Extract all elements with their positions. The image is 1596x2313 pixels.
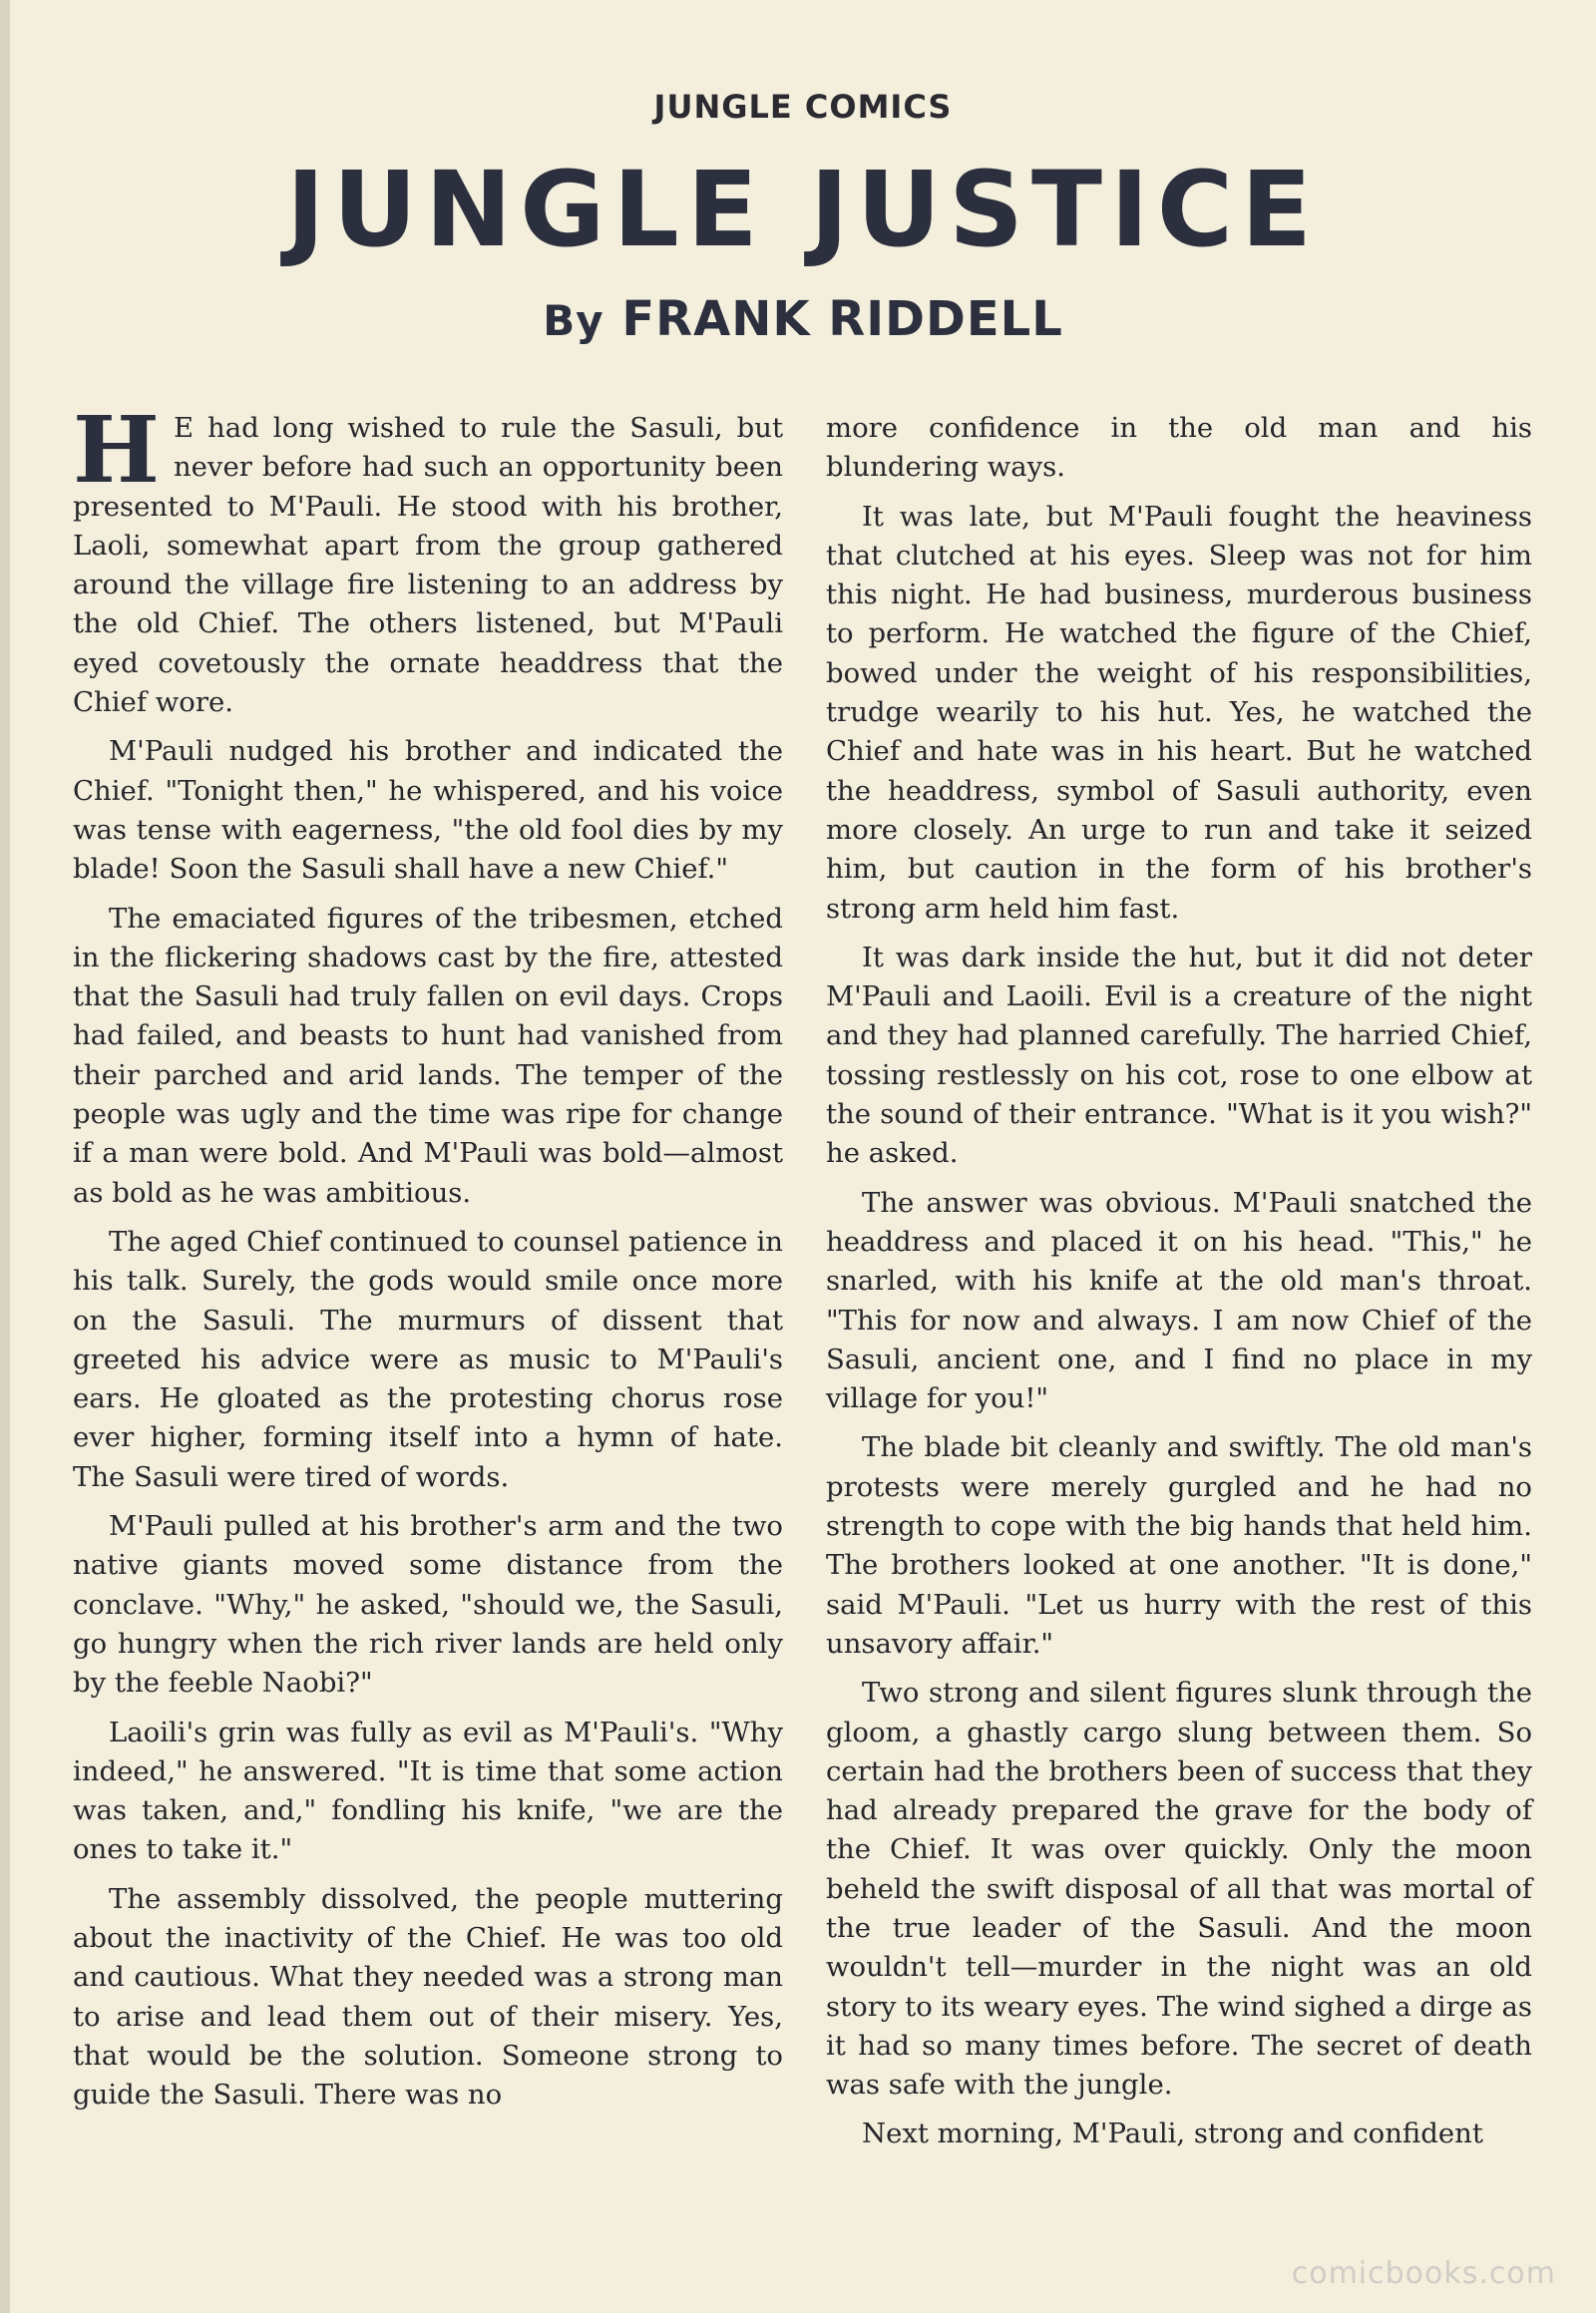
running-head: JUNGLE COMICS: [653, 88, 953, 126]
paragraph: The answer was obvious. M'Pauli snatched the headdress and placed it on his head. "This," he snarled, with his knife at the old man's throat. "This for now and always. I am now Chief of the Sasuli, ancient one, and I find no place in my village for you!": [826, 1186, 1532, 1415]
paragraph: The emaciated figures of the tribesmen, etched in the flickering shadows cast by the fire, attested that the Sasuli had truly fallen on evil days. Crops had failed, and beasts to hunt had vanished from their parched and arid lands. The temper of the people was ugly and the time was ripe for change if a man were bold. And M'Pauli was bold—almost as bold as he was ambitious.: [73, 902, 783, 1209]
story-title: JUNGLE JUSTICE: [285, 149, 1321, 270]
paragraph: more confidence in the old man and his blundering ways.: [826, 412, 1532, 484]
paragraph: The blade bit cleanly and swiftly. The old man's protests were merely gurgled and he had no strength to cope with the big hands that held him. The brothers looked at one another. "It is done," said M'Pauli. "Let us hurry with the rest of this unsavory affair.": [826, 1431, 1532, 1660]
byline-prefix: By: [543, 296, 604, 345]
author-name: FRANK RIDDELL: [621, 291, 1063, 347]
drop-cap: H: [73, 396, 160, 504]
paragraph: Next morning, M'Pauli, strong and confident: [862, 2118, 1483, 2150]
paragraph: M'Pauli nudged his brother and indicated the Chief. "Tonight then," he whispered, and his voice was tense with eagerness, "the old fool dies by my blade! Soon the Sasuli shall have a new Chief.": [73, 735, 783, 886]
right-column: [826, 409, 1532, 2164]
paragraph: Two strong and silent figures slunk through the gloom, a ghastly cargo slung between them. So certain had the brothers been of success that they had already prepared the grave for the body of the Chief. It was over quickly. Only the moon beheld the swift disposal of all that was mortal of the true leader of the Sasuli. And the moon wouldn't tell—murder in the night was an old story to its weary eyes. The wind sighed a dirge as it had so many times before. The secret of death was safe with the jungle.: [826, 1677, 1532, 2102]
byline: [10, 291, 1596, 347]
paragraph: M'Pauli pulled at his brother's arm and the two native giants moved some distance from the conclave. "Why," he asked, "should we, the Sasuli, go hungry when the rich river lands are held only by the feeble Naobi?": [73, 1510, 783, 1700]
paragraph: The aged Chief continued to counsel patience in his talk. Surely, the gods would smile once more on the Sasuli. The murmurs of dissent that greeted his advice were as music to M'Pauli's ears. He gloated as the protesting chorus rose ever higher, forming itself into a hymn of hate. The Sasuli were tired of words.: [73, 1225, 783, 1493]
paragraph: Laoili's grin was fully as evil as M'Pauli's. "Why indeed," he answered. "It is time that some action was taken, and," fondling his knife, "we are the ones to take it.": [73, 1716, 783, 1866]
paragraph: It was dark inside the hut, but it did not deter M'Pauli and Laoili. Evil is a creature of the night and they had planned carefully. The harried Chief, tossing restlessly on his cot, rose to one elbow at the sound of their entrance. "What is it you wish?" he asked.: [826, 941, 1532, 1170]
paragraph: The assembly dissolved, the people muttering about the inactivity of the Chief. He was too old and cautious. What they needed was a strong man to arise and lead them out of their misery. Yes, that would be the solution. Someone strong to guide the Sasuli. There was no: [73, 1882, 783, 2112]
paragraph: It was late, but M'Pauli fought the heaviness that clutched at his eyes. Sleep was not for him this night. He had business, murderous business to perform. He watched the figure of the Chief, bowed under the weight of his responsibilities, trudge wearily to his hut. Yes, he watched the Chief and hate was in his heart. But he watched the headdress, symbol of Sasuli authority, even more closely. An urge to run and take it seized him, but caution in the form of his brother's strong arm held him fast.: [826, 500, 1532, 925]
paragraph: H E had long wished to rule the Sasuli, but never before had such an opportunity been presented to M'Pauli. He stood with his brother, Laoli, somewhat apart from the group gathered around the village fire listening to an address by the old Chief. The others listened, but M'Pauli eyed covetously the ornate headdress that the Chief wore.: [73, 396, 783, 719]
watermark: comicbooks.com: [1291, 2256, 1556, 2291]
left-column: [73, 396, 783, 2124]
